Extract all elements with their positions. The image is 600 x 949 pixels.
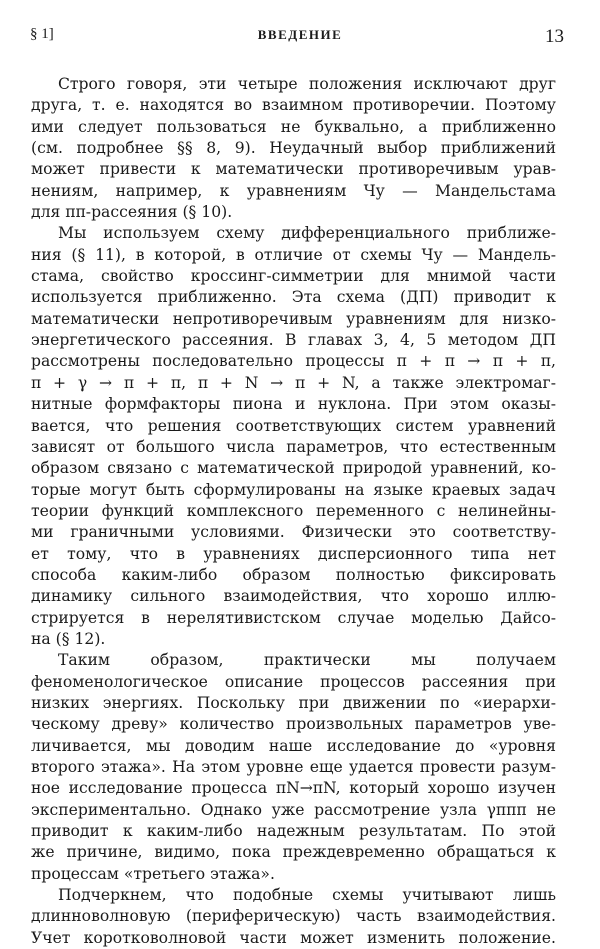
text-line: динамику сильного взаимодействия, что хорошо иллю- xyxy=(31,587,556,606)
text-line: используется приближенно. Эта схема (ДП) приводит к xyxy=(31,288,556,307)
text-line: друга, т. е. находятся во взаимном противоречии. Поэтому xyxy=(31,96,556,115)
text-line: π + γ → π + π, π + N → π + N, а также электромаг- xyxy=(31,373,556,392)
text-line: ет тому, что в уравнениях дисперсионного типа нет xyxy=(31,544,556,563)
text-line: может привести к математически противоречивым урав- xyxy=(31,160,556,179)
text-line: процессам «третьего этажа». xyxy=(31,864,275,883)
text-line: второго этажа». На этом уровне еще удается провести разум- xyxy=(31,758,556,776)
text-line: торые могут быть сформулированы на языке краевых задач xyxy=(31,480,556,499)
text-line: рассмотрены последовательно процессы π + π → π + π, xyxy=(31,352,556,371)
body-text xyxy=(31,74,556,949)
text-line: Таким образом, практически мы получаем xyxy=(58,651,556,670)
text-line: длинноволновую (периферическую) часть взаимодействия. xyxy=(31,907,556,926)
page-number: 13 xyxy=(545,26,564,47)
text-line: нениям, например, к уравнениям Чу — Мандельстама xyxy=(31,181,556,200)
text-line: ния (§ 11), в которой, в отличие от схемы Чу — Мандель- xyxy=(31,245,556,264)
text-line: ческому древу» количество произвольных параметров уве- xyxy=(31,715,556,734)
text-line: математически непротиворечивым уравнениям для низко- xyxy=(31,309,556,328)
text-line: способа каким-либо образом полностью фиксировать xyxy=(31,565,556,584)
text-line: экспериментально. Однако уже рассмотрение узла γπππ не xyxy=(31,800,556,819)
text-line: ное исследование процесса πN→πN, который хорошо изучен xyxy=(31,779,556,798)
page-header xyxy=(30,26,570,50)
text-line: вается, что решения соответствующих систем уравнений xyxy=(31,416,556,435)
text-line: Мы используем схему дифференциального приближе- xyxy=(58,224,556,243)
text-line: нитные формфакторы пиона и нуклона. При этом оказы- xyxy=(31,395,556,414)
text-line: Подчеркнем, что подобные схемы учитывают лишь xyxy=(58,886,556,905)
text-line: образом связано с математической природой уравнений, ко- xyxy=(31,459,556,478)
text-line: стрируется в нерелятивистском случае моделью Дайсо- xyxy=(31,608,556,627)
running-title: ВВЕДЕНИЕ xyxy=(257,27,343,42)
text-line: же причине, видимо, пока преждевременно обращаться к xyxy=(31,843,556,862)
text-line: низких энергиях. Поскольку при движении по «иерархи- xyxy=(31,693,556,712)
text-line: (см. подробнее §§ 8, 9). Неудачный выбор приближений xyxy=(31,139,556,158)
text-line: Учет коротковолновой части может изменить положение. xyxy=(31,928,556,947)
text-line: для ππ-рассеяния (§ 10). xyxy=(31,203,233,222)
text-line: стама, свойство кроссинг-симметрии для мнимой части xyxy=(31,267,556,286)
text-line: на (§ 12). xyxy=(31,629,106,648)
text-line: Строго говоря, эти четыре положения исключают друг xyxy=(58,75,556,93)
text-line: ми граничными условиями. Физически это соответству- xyxy=(31,523,556,542)
text-line: приводит к каким-либо надежным результатам. По этой xyxy=(31,822,556,841)
section-marker: § 1] xyxy=(30,26,54,42)
text-line: зависят от большого числа параметров, что естественным xyxy=(31,437,556,456)
text-line: феноменологическое описание процессов рассеяния при xyxy=(31,672,556,691)
text-line: ими следует пользоваться не буквально, а приближенно xyxy=(31,117,556,136)
text-line: личивается, мы доводим наше исследование до «уровня xyxy=(31,736,556,755)
text-line: энергетического рассеяния. В главах 3, 4, 5 методом ДП xyxy=(31,331,556,350)
text-line: теории функций комплексного переменного с нелинейны- xyxy=(31,501,556,520)
